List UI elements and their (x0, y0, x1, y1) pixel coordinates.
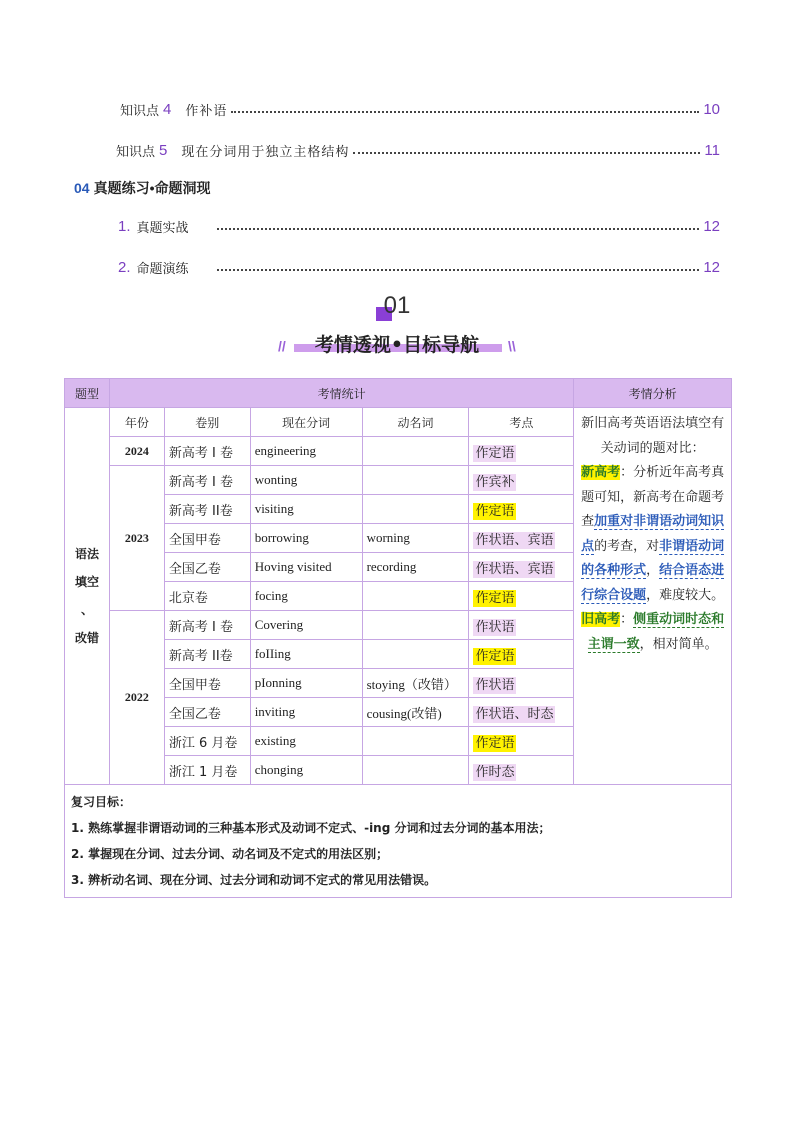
toc-title: 真题实战 (136, 221, 189, 236)
table-row: 2023 新高考 I 卷 wonting 作宾补 (65, 466, 732, 495)
table-subheader-row (65, 408, 732, 437)
toc-title: 现在分词用于独立主格结构 (181, 145, 350, 160)
table-row: 新高考 II卷 foIIing 作定语 (65, 640, 732, 669)
header-stats: 考情统计 (109, 379, 573, 408)
year-cell: 2023 (109, 466, 164, 611)
table-row: 北京卷 focing 作定语 (65, 582, 732, 611)
toc-title: 命题演练 (136, 262, 189, 277)
section-number: 04 (74, 180, 90, 196)
banner-number: 01 (0, 292, 794, 320)
old-exam-label: 旧高考 (581, 612, 621, 627)
header-type: 题型 (65, 379, 110, 408)
table-row: 2024 新高考 I 卷 engineering 作定语 (65, 437, 732, 466)
header-analysis: 考情分析 (574, 379, 732, 408)
toc-row-drill[interactable] (118, 258, 720, 277)
category-cell: 语法 填空 、 改错 (65, 408, 110, 785)
subheader-present: 现在分词 (250, 408, 362, 437)
year-cell: 2024 (109, 437, 164, 466)
goal-item: 1. 熟练掌握非谓语动词的三种基本形式及动词不定式、-ing 分词和过去分词的基本用法； (71, 821, 551, 835)
toc-num: 5 (159, 142, 168, 159)
toc-num: 4 (163, 101, 172, 118)
section-title: 真题练习•命题洞现 (93, 180, 211, 196)
toc-num: 1. (118, 218, 131, 235)
toc-label: 知识点 (120, 104, 160, 119)
toc-num: 2. (118, 259, 131, 276)
toc-title: 作补语 (185, 104, 228, 119)
toc-leader (217, 269, 700, 271)
table-row: 新高考 II卷 visiting 作定语 (65, 495, 732, 524)
toc-page: 12 (703, 218, 720, 235)
toc-row-4[interactable] (120, 100, 720, 119)
subheader-paper: 卷别 (164, 408, 250, 437)
toc-leader (353, 152, 700, 154)
table-row: 全国甲卷 borrowing worning 作状语、宾语 (65, 524, 732, 553)
subheader-year: 年份 (109, 408, 164, 437)
subheader-gerund: 动名词 (362, 408, 469, 437)
toc-row-5[interactable] (116, 141, 720, 160)
section-heading-04[interactable] (74, 178, 210, 198)
toc-leader (231, 111, 699, 113)
toc-row-practice[interactable] (118, 217, 720, 236)
subheader-point: 考点 (469, 408, 574, 437)
goal-item: 3. 辨析动名词、现在分词、过去分词和动词不定式的常见用法错误。 (71, 873, 437, 887)
banner-slash-right: \\ (508, 338, 516, 354)
table-row: 浙江 1 月卷 chonging 作时态 (65, 756, 732, 785)
toc-label: 知识点 (116, 145, 156, 160)
banner-title: 考情透视•目标导航 (314, 334, 480, 356)
exam-analysis-table (64, 378, 732, 898)
review-goals (65, 785, 732, 898)
table-row: 2022 新高考 I 卷 Covering 作状语 (65, 611, 732, 640)
table-row: 浙江 6 月卷 existing 作定语 (65, 727, 732, 756)
year-cell: 2022 (109, 611, 164, 785)
toc-page: 10 (703, 101, 720, 118)
table-header-row (65, 379, 732, 408)
toc-leader (217, 228, 700, 230)
toc-page: 12 (703, 259, 720, 276)
banner-slash-left: // (278, 338, 286, 354)
table-row: 全国乙卷 inviting cousing(改错) 作状语、时态 (65, 698, 732, 727)
goal-item: 2. 掌握现在分词、过去分词、动名词及不定式的用法区别； (71, 847, 389, 861)
analysis-cell: 新旧高考英语语法填空有关动词的题对比： 新高考：分析近年高考真题可知，新高考在命题考查加重对非谓语动词知识点的考查，对非谓语动词的各种形式，结合语态进行综合设题，难度较大。 旧高考：侧重动词时态和主谓一致，相对简单。 (574, 408, 732, 785)
goals-row (65, 785, 732, 898)
goals-title: 复习目标： (71, 795, 132, 809)
toc-page: 11 (704, 142, 720, 159)
table-row: 全国乙卷 Hoving visited recording 作状语、宾语 (65, 553, 732, 582)
table-row: 全国甲卷 pIonning stoying（改错） 作状语 (65, 669, 732, 698)
new-exam-label: 新高考 (581, 465, 621, 480)
